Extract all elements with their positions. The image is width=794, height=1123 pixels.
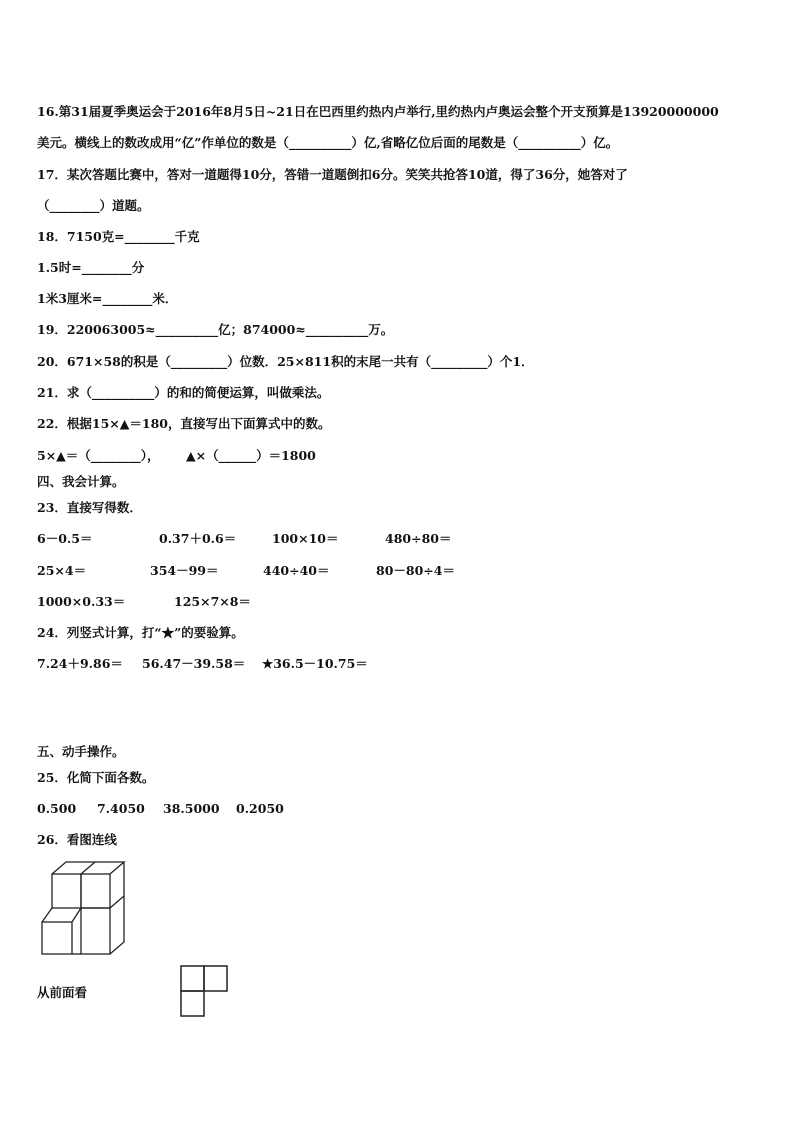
q26-title: 26．看图连线 (37, 832, 117, 847)
q22-line2a: 5×▲＝（________）， (37, 448, 160, 463)
q18-line2: 1.5时=________分 (37, 260, 145, 275)
q17-line1: 17．某次答题比赛中，答对一道题得10分，答错一道题倒扣6分。笑笑共抢答10道，得了36分，她答对了 (37, 167, 628, 182)
q26-label: 从前面看 (37, 985, 88, 1000)
question-20: 20．671×58的积是（_________）位数．25×811积的末尾一共有（_________）个1． (37, 354, 534, 369)
q23-r1c2: 0.37＋0.6＝ (159, 531, 237, 546)
q23-r1c3: 100×10＝ (272, 531, 339, 546)
q25-item-3: 38.5000 (163, 801, 220, 816)
q16-line2: 美元。横线上的数改成用“亿”作单位的数是（__________）亿,省略亿位后面的尾数是（__________）亿。 (37, 135, 619, 150)
q25-title: 25．化简下面各数。 (37, 770, 155, 785)
q24-item-1: 7.24＋9.86＝ (37, 656, 123, 671)
q24-title: 24．列竖式计算，打“★”的要验算。 (37, 625, 244, 640)
question-21: 21．求（__________）的和的简便运算，叫做乘法。 (37, 385, 330, 400)
q17-line2: （________）道题。 (37, 198, 150, 213)
q23-r3c2: 125×7×8＝ (174, 594, 251, 609)
q23-r2c3: 440÷40＝ (263, 563, 330, 578)
q25-item-4: 0.2050 (236, 801, 284, 816)
q23-r2c4: 80－80÷4＝ (376, 563, 455, 578)
q24-item-3: ★36.5－10.75＝ (262, 656, 368, 671)
q23-r1c1: 6－0.5＝ (37, 531, 93, 546)
q23-r3c1: 1000×0.33＝ (37, 594, 126, 609)
q22-line1: 22．根据15×▲＝180，直接写出下面算式中的数。 (37, 416, 331, 431)
q23-title: 23．直接写得数． (37, 500, 142, 515)
q24-item-2: 56.47－39.58＝ (142, 656, 246, 671)
q25-item-2: 7.4050 (97, 801, 145, 816)
q23-r1c4: 480÷80＝ (385, 531, 452, 546)
section-4-title: 四、我会计算。 (37, 474, 125, 489)
q25-item-1: 0.500 (37, 801, 77, 816)
section-5-title: 五、动手操作。 (37, 744, 125, 759)
q23-r2c1: 25×4＝ (37, 563, 87, 578)
q18-line1: 18．7150克=________千克 (37, 229, 200, 244)
question-19: 19．220063005≈__________亿；874000≈__________万。 (37, 322, 394, 337)
cube-stack-figure (38, 858, 130, 958)
front-view-figure (180, 965, 230, 1018)
q22-line2b: ▲×（______）＝1800 (186, 448, 316, 463)
q16-line1: 16.第31届夏季奥运会于2016年8月5日~21日在巴西里约热内卢举行,里约热内卢奥运会整个开支预算是13920000000 (37, 104, 719, 119)
q23-r2c2: 354－99＝ (150, 563, 219, 578)
q18-line3: 1米3厘米=________米． (37, 291, 178, 306)
